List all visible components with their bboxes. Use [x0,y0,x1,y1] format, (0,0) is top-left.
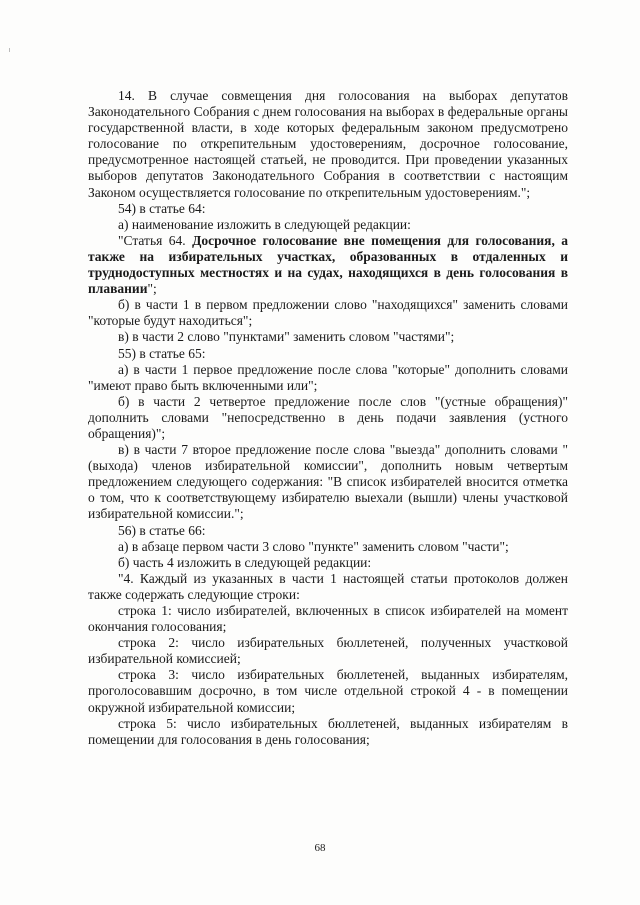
paragraph-56a: а) в абзаце первом части 3 слово "пункте" заменить словом "части"; [118,538,509,554]
paragraph-line-1: строка 1: число избирателей, включенных в список избирателей на момент окончания голосования; [88,603,568,635]
paragraph-line-3: строка 3: число избирательных бюллетеней, выданных избирателям, проголосовавшим досрочно, в том числе отдельной строкой 4 - в помещении окружной избирательной комиссии; [88,667,568,715]
paragraph-56b: б) часть 4 изложить в следующей редакции: [118,554,372,570]
paragraph-article-64-title [88,233,568,297]
paragraph-54b: б) в части 1 в первом предложении слово "находящихся" заменить словами "которые будут находиться"; [88,297,568,329]
article-64-suffix: "; [147,281,157,297]
paragraph-54v: в) в части 2 слово "пунктами" заменить словом "частями"; [118,329,455,345]
paragraph-line-2: строка 2: число избирательных бюллетеней, полученных участковой избирательной комиссией; [88,635,568,667]
page-number: 68 [314,842,326,854]
paragraph-55a: а) в части 1 первое предложение после слова "которые" дополнить словами "имеют право быть включенными или"; [88,361,568,393]
article-64-prefix: "Статья 64. [118,232,193,248]
paragraph-55b: б) в части 2 четвертое предложение после слов "(устные обращения)" дополнить словами "непосредственно в день подачи заявления (устного обращения)"; [88,393,568,441]
document-body [88,88,568,748]
paragraph-14: 14. В случае совмещения дня голосования на выборах депутатов Законодательного Собрания с днем голосования на выборах в федеральные органы государственной власти, в ходе которых федеральным законом предусмотрено голосование по открепительным удостоверениям, досрочное голосование, предусмотренное настоящей статьей, не проводится. При проведении указанных выборов депутатов Законодательного Собрания в соответствии с настоящим Законом осуществляется голосование по открепительным удостоверениям."; [88,88,568,200]
paragraph-part-4: "4. Каждый из указанных в части 1 настоящей статьи протоколов должен также содержать следующие строки: [88,570,568,602]
paragraph-54: 54) в статье 64: [118,200,206,216]
paragraph-line-5: строка 5: число избирательных бюллетеней, выданных избирателям в помещении для голосования в день голосования; [88,715,568,747]
paragraph-55v: в) в части 7 второе предложение после слова "выезда" дополнить словами "(выхода) членов избирательной комиссии", дополнить новым четвертым предложением следующего содержания: "В список избирателей вносится отметка о том, что к соответствующему избирателю выехали (вышли) члены участковой избирательной комиссии."; [88,442,568,522]
margin-mark [9,48,10,52]
paragraph-55: 55) в статье 65: [118,345,206,361]
paragraph-54a: а) наименование изложить в следующей редакции: [118,216,411,232]
article-64-bold-title: Досрочное голосование вне помещения для голосования, а также на избирательных участках, образованных в отдаленных и труднодоступных местностях и на судах, находящихся в день голосования в плавании [88,232,569,297]
paragraph-56: 56) в статье 66: [118,522,206,538]
